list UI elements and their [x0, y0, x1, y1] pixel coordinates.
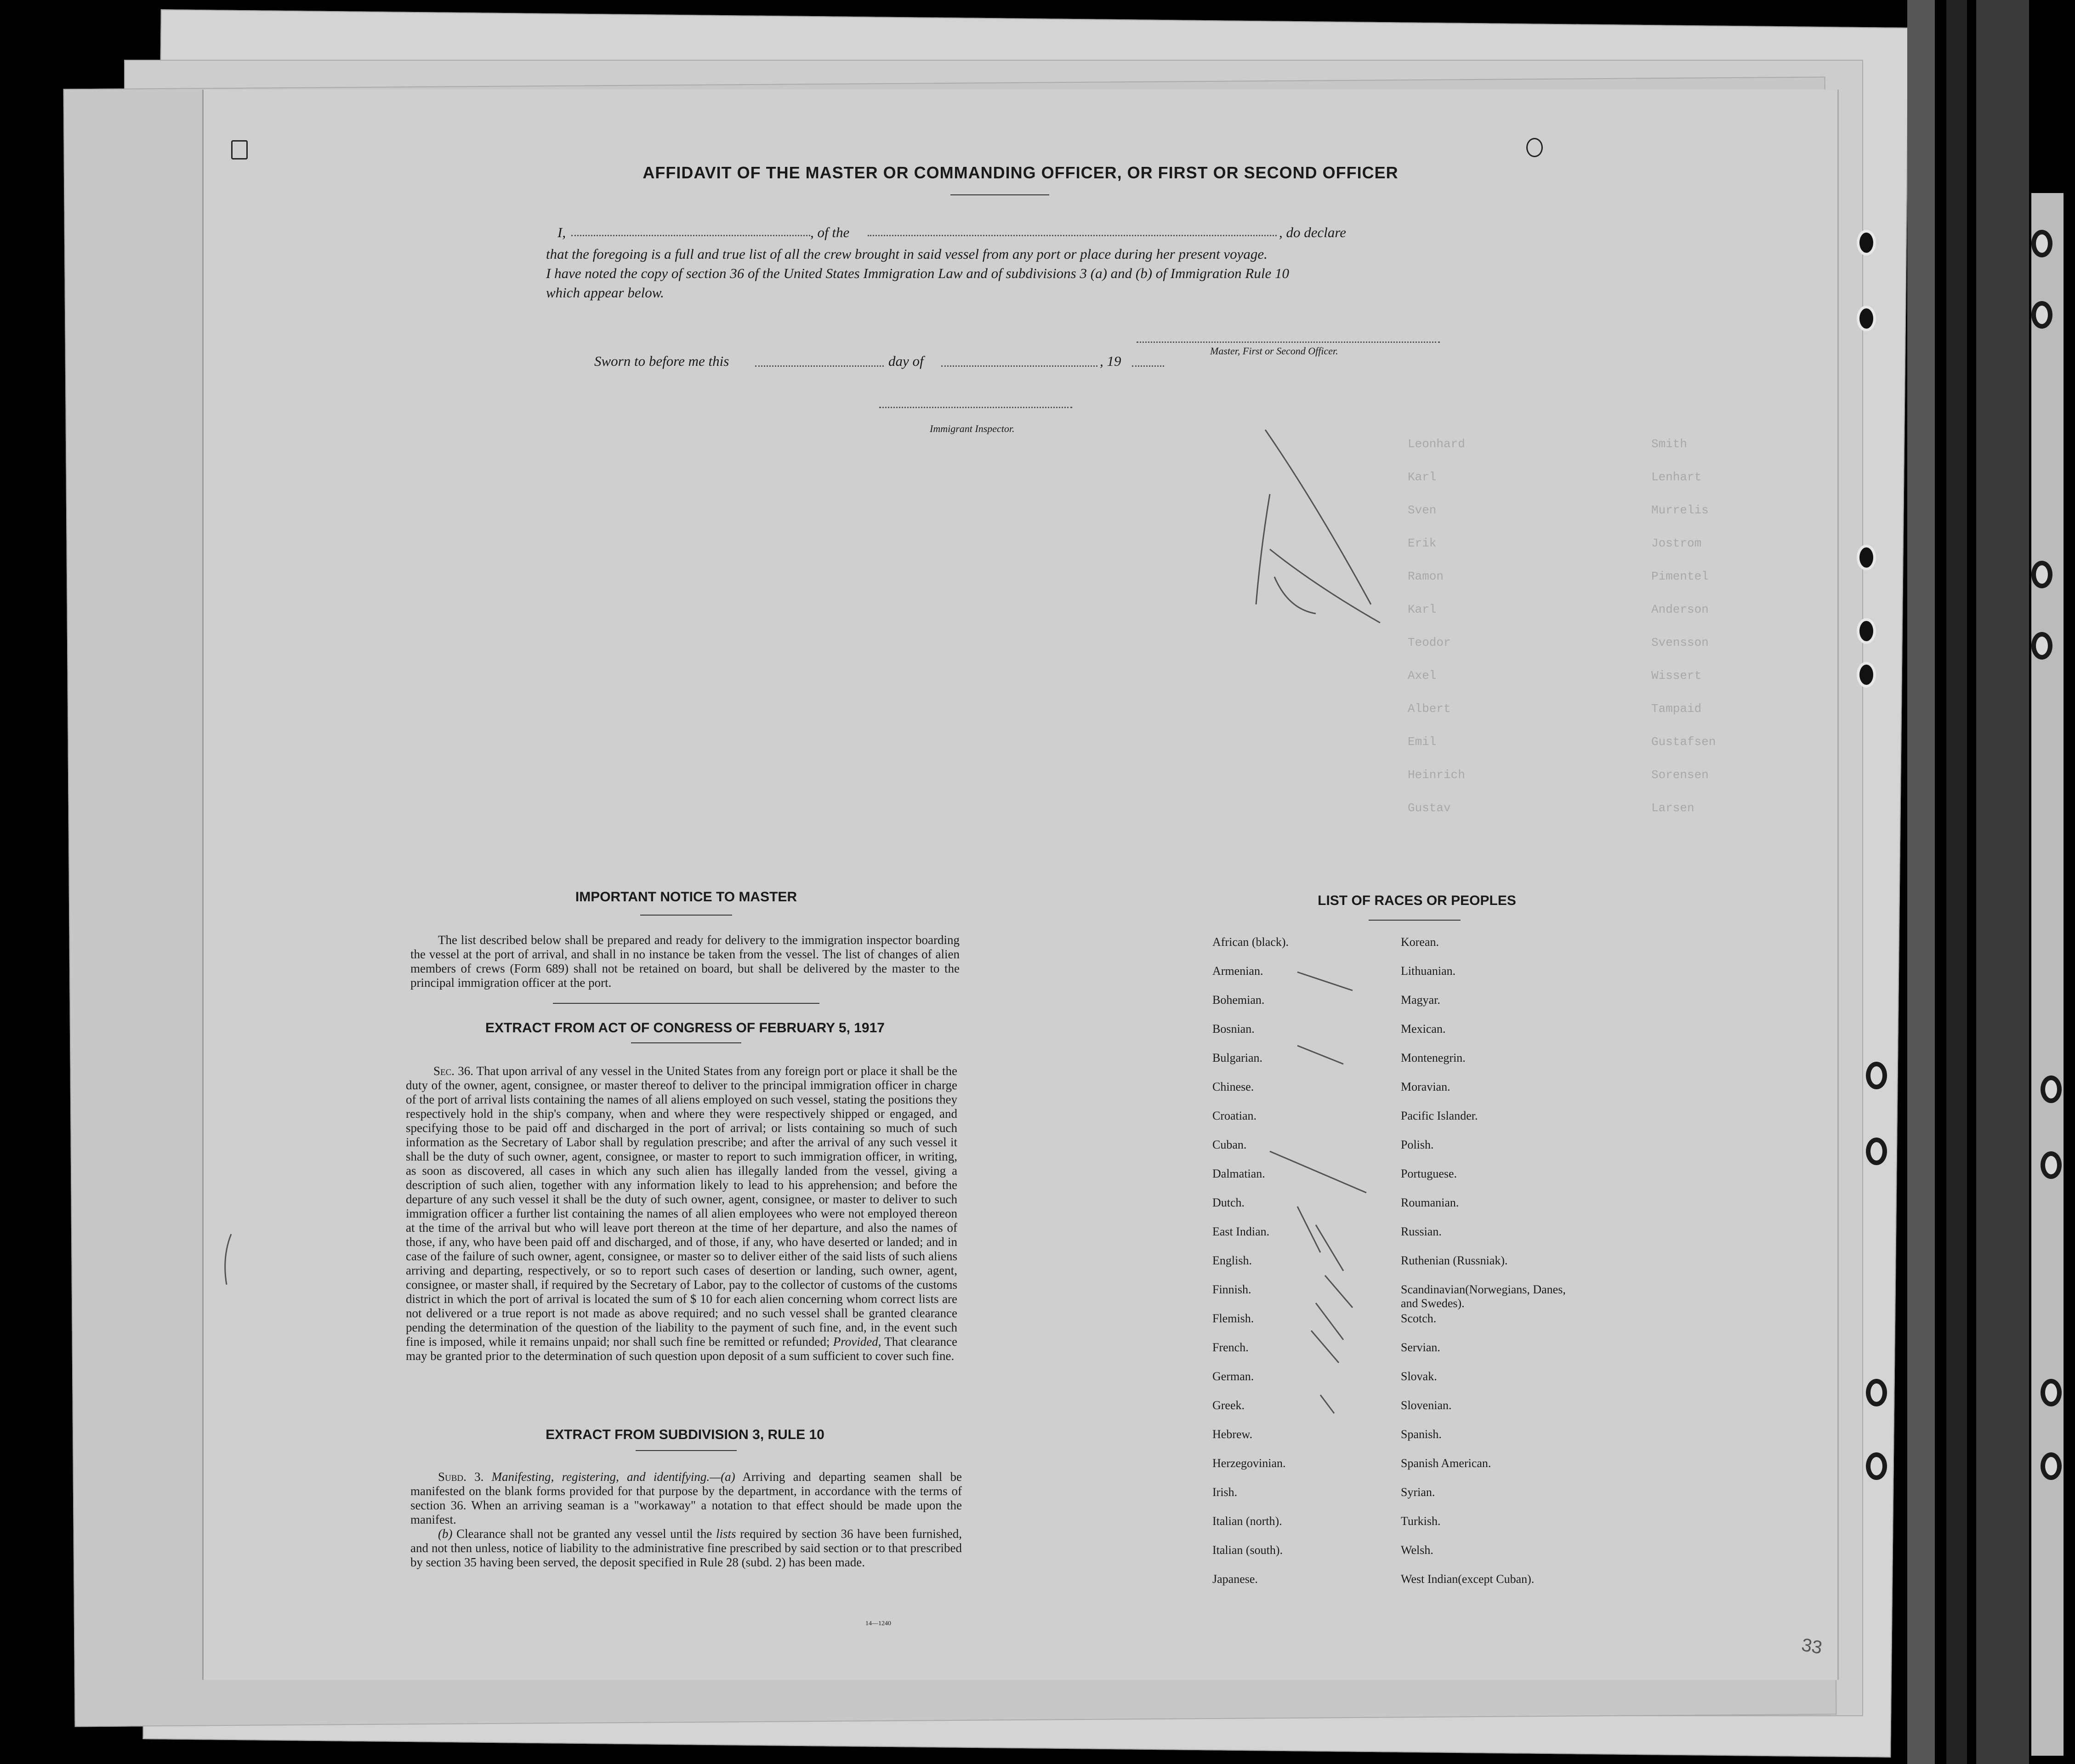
race-item: Korean.: [1401, 935, 1439, 949]
race-item: Ruthenian (Russniak).: [1401, 1254, 1508, 1267]
race-item: Welsh.: [1401, 1543, 1433, 1557]
binder-strip: [2031, 193, 2064, 1756]
race-item: Roumanian.: [1401, 1196, 1459, 1209]
race-item: Croatian.: [1212, 1109, 1257, 1122]
race-item: Scandinavian(Norwegians, Danes, and Swedes).: [1401, 1283, 1566, 1310]
binder-hole: [1866, 1138, 1887, 1165]
clause-a-label: —(a): [710, 1470, 735, 1484]
race-item: Dalmatian.: [1212, 1167, 1265, 1180]
binder-hole: [1857, 662, 1876, 688]
master-signature-label: Master, First or Second Officer.: [1210, 345, 1338, 357]
pencil-marks: [204, 90, 1837, 1680]
race-item: Bohemian.: [1212, 993, 1265, 1007]
act-extract-title: EXTRACT FROM ACT OF CONGRESS OF FEBRUARY 5, 1917: [485, 1020, 885, 1036]
inspector-signature-label: Immigrant Inspector.: [930, 423, 1015, 434]
race-item: Irish.: [1212, 1485, 1238, 1499]
year-label: , 19: [1100, 353, 1121, 369]
binder-hole: [2031, 561, 2052, 588]
section-36-text-end: That clearance may be granted prior to the determination of such question upon deposit of a sum sufficient to cover such fine.: [406, 1335, 958, 1363]
race-item: Polish.: [1401, 1138, 1434, 1151]
binder-strip: [1907, 0, 1935, 1764]
race-item: Finnish.: [1212, 1283, 1251, 1296]
race-item: West Indian(except Cuban).: [1401, 1572, 1535, 1586]
race-item: Herzegovinian.: [1212, 1457, 1286, 1470]
race-item: Portuguese.: [1401, 1167, 1457, 1180]
subdivision-title: Manifesting, registering, and identifying.: [491, 1470, 710, 1484]
bleed-through-text: Smith Lenhart Murrelis Jostrom Pimentel Anderson Svensson Wissert Tampaid Gustafsen Sorensen Larsen: [1651, 437, 1716, 815]
clause-a-text: Arriving and departing seamen shall be manifested on the blank forms provided for that purpose by the department, in accordance with the terms of section 36. When an arriving seaman is a "workaway" a notation to that effect should be made upon the manifest.: [410, 1470, 962, 1526]
binder-hole: [1866, 1062, 1887, 1089]
race-item: Pacific Islander.: [1401, 1109, 1478, 1122]
binder-hole: [2041, 1452, 2062, 1480]
affidavit-title: AFFIDAVIT OF THE MASTER OR COMMANDING OFFICER, OR FIRST OR SECOND OFFICER: [642, 163, 1398, 182]
binder-hole: [1866, 1452, 1887, 1480]
binder-ring-mark: [1526, 138, 1543, 157]
race-item: Bulgarian.: [1212, 1051, 1263, 1064]
section-label: Sec. 36.: [433, 1064, 473, 1078]
affidavit-line4: which appear below.: [546, 285, 664, 301]
notice-title: IMPORTANT NOTICE TO MASTER: [575, 889, 797, 905]
binder-hole: [2041, 1379, 2062, 1406]
race-item: French.: [1212, 1341, 1249, 1354]
manifest-page: [202, 90, 1839, 1680]
race-item: German.: [1212, 1370, 1254, 1383]
race-item: Scotch.: [1401, 1312, 1437, 1325]
race-item: Bosnian.: [1212, 1022, 1255, 1036]
race-item: English.: [1212, 1254, 1252, 1267]
notice-text: The list described below shall be prepared and ready for delivery to the immigration inspector boarding the vessel at the port of arrival, and shall in no instance be taken from the vessel. The list of changes of alien members of crews (Form 689) shall not be retained on board, but shall be delivered by the master to the principal immigration officer at the port.: [410, 933, 960, 990]
subdivision-label: Subd. 3.: [438, 1470, 484, 1484]
binder-hole: [2041, 1151, 2062, 1179]
race-item: Cuban.: [1212, 1138, 1247, 1151]
binder-strip: [1946, 0, 1967, 1764]
binder-hole: [2031, 301, 2052, 329]
clause-b-label: (b): [438, 1527, 453, 1541]
race-item: East Indian.: [1212, 1225, 1270, 1238]
section-36-text: That upon arrival of any vessel in the United States from any foreign port or place it shall be the duty of the owner, agent, consignee, or master thereof to deliver to the principal immigration officer in charge of the port of arrival lists containing the names of all aliens employed on such vessel, stating the positions they respectively hold in the ship's company, when and where they were respectively shipped or engaged, and specifying those to be paid off and discharged in the port of arrival; or lists containing so much of such information as the Secretary of Labor shall by regulation prescribe; and after the arrival of any such vessel it shall be the duty of such owner, agent, consignee, or master to report to such immigration officer, in writing, as soon as discovered, all cases in which any such alien has illegally landed from the vessel, giving a description of such alien, together with any information likely to lead to his apprehension; and before the departure of any such vessel it shall be the duty of such owner, agent, consignee, or master to deliver to such immigration officer a further list containing the names of all alien employees who were not employed thereon at the time of the arrival but who will leave port thereon at the time of her departure, and also the names of those, if any, who have been paid off and discharged, and of those, if any, who have deserted or landed; and in case of the failure of such owner, agent, consignee, or master so to deliver either of the said lists of such aliens arriving and departing, respectively, or so to report such cases of desertion or landing, such owner, agent, consignee, or master shall, if required by the Secretary of Labor, pay to the collector of customs of the customs district in which the port of arrival is located the sum of $ 10 for each alien concerning whom correct lists are not delivered or a true report is not made as above required; and no such vessel shall be granted clearance pending the determination of the question of the liability to the payment of such fine, and, in the event such fine is imposed, while it remains unpaid; nor shall such fine be remitted or refunded;: [406, 1064, 958, 1349]
race-item: Chinese.: [1212, 1080, 1254, 1093]
race-item: African (black).: [1212, 935, 1289, 949]
binder-hole: [1857, 545, 1876, 570]
binder-hole: [2031, 632, 2052, 660]
affidavit-line3: I have noted the copy of section 36 of the United States Immigration Law and of subdivisions 3 (a) and (b) of Immigration Rule 10: [546, 265, 1289, 281]
race-item: Magyar.: [1401, 993, 1440, 1007]
race-item: Montenegrin.: [1401, 1051, 1466, 1064]
race-item: Armenian.: [1212, 964, 1263, 978]
binder-hole: [1857, 306, 1876, 331]
form-number: 14—1240: [865, 1620, 891, 1627]
rule-extract-title: EXTRACT FROM SUBDIVISION 3, RULE 10: [546, 1427, 824, 1442]
race-item: Lithuanian.: [1401, 964, 1456, 978]
clause-b-text-2: required by section 36 have been furnished, and not then unless, notice of liability to the administrative fine prescribed by said section or to that prescribed by section 35 having been served, the deposit specified in Rule 28 (subd. 2) has been made.: [410, 1527, 962, 1569]
binder-hole: [1857, 618, 1876, 644]
binder-hole: [1866, 1379, 1887, 1406]
bleed-through-text: Leonhard Karl Sven Erik Ramon Karl Teodor Axel Albert Emil Heinrich Gustav: [1408, 437, 1465, 815]
affidavit-i: I,: [557, 224, 566, 240]
race-item: Hebrew.: [1212, 1428, 1253, 1441]
clause-b-text: Clearance shall not be granted any vessel until the: [456, 1527, 712, 1541]
races-title: LIST OF RACES OR PEOPLES: [1318, 893, 1516, 908]
race-item: Slovak.: [1401, 1370, 1437, 1383]
race-item: Moravian.: [1401, 1080, 1450, 1093]
race-item: Japanese.: [1212, 1572, 1258, 1586]
sworn-label: Sworn to before me this: [594, 353, 729, 369]
affidavit-line2: that the foregoing is a full and true list of all the crew brought in said vessel from any port or place during her present voyage.: [546, 246, 1268, 262]
race-item: Italian (south).: [1212, 1543, 1283, 1557]
race-item: Russian.: [1401, 1225, 1442, 1238]
binder-hole: [1857, 230, 1876, 256]
race-item: Spanish.: [1401, 1428, 1442, 1441]
provided-label: Provided,: [833, 1335, 881, 1349]
race-item: Mexican.: [1401, 1022, 1446, 1036]
binder-hole: [2041, 1075, 2062, 1103]
affidavit-of-the: , of the: [810, 224, 850, 240]
race-item: Servian.: [1401, 1341, 1440, 1354]
race-item: Flemish.: [1212, 1312, 1254, 1325]
clause-b-lists: lists: [716, 1527, 736, 1541]
race-item: Italian (north).: [1212, 1514, 1282, 1528]
race-item: Dutch.: [1212, 1196, 1245, 1209]
race-item: Slovenian.: [1401, 1399, 1452, 1412]
race-item: Greek.: [1212, 1399, 1245, 1412]
day-of-label: day of: [888, 353, 924, 369]
binder-ring-mark: [231, 140, 248, 159]
race-item: Spanish American.: [1401, 1457, 1491, 1470]
binder-strip: [1976, 0, 2029, 1764]
page-number-mark: 33: [1800, 1634, 1824, 1658]
affidavit-declare: , do declare: [1279, 224, 1347, 240]
race-item: Syrian.: [1401, 1485, 1435, 1499]
binder-hole: [2031, 230, 2052, 257]
race-item: Turkish.: [1401, 1514, 1441, 1528]
